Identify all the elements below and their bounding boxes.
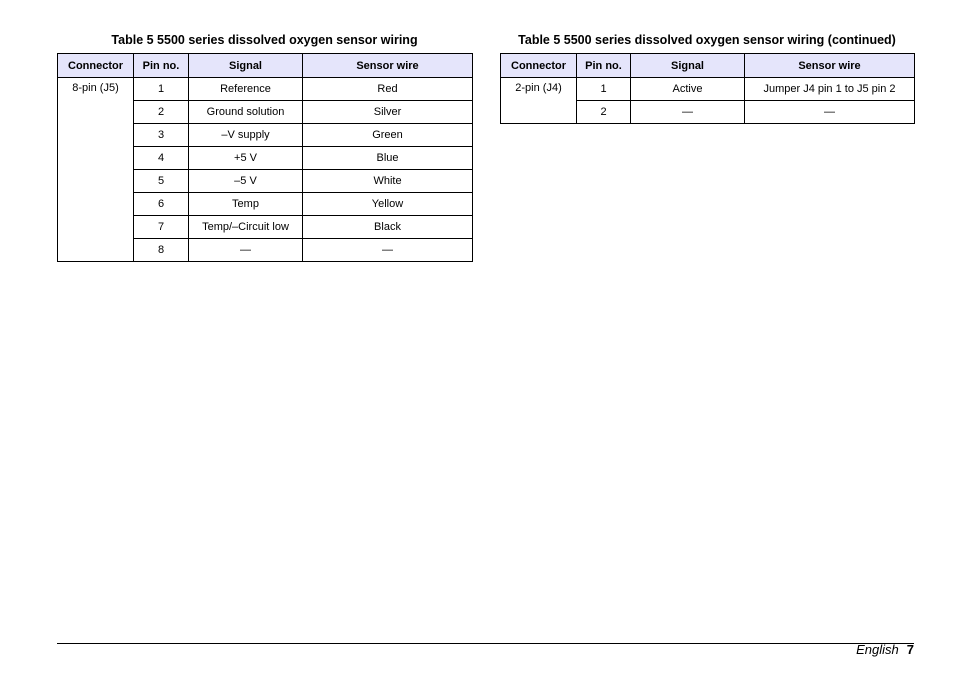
wire-cell: Yellow bbox=[303, 193, 473, 216]
signal-cell: Ground solution bbox=[189, 101, 303, 124]
pin-cell: 2 bbox=[134, 101, 189, 124]
pin-cell: 8 bbox=[134, 239, 189, 262]
signal-cell: — bbox=[189, 239, 303, 262]
table-row bbox=[58, 78, 473, 101]
table-header-row bbox=[501, 54, 915, 78]
signal-cell: Temp/–Circuit low bbox=[189, 216, 303, 239]
pin-cell: 1 bbox=[134, 78, 189, 101]
wiring-table-8pin bbox=[57, 53, 473, 262]
wire-cell: Green bbox=[303, 124, 473, 147]
wire-cell: Red bbox=[303, 78, 473, 101]
wire-cell: Silver bbox=[303, 101, 473, 124]
wire-cell: Black bbox=[303, 216, 473, 239]
page-footer bbox=[856, 642, 914, 658]
header-pin-no: Pin no. bbox=[134, 54, 189, 78]
signal-cell: Reference bbox=[189, 78, 303, 101]
wire-cell: — bbox=[303, 239, 473, 262]
page-number: 7 bbox=[906, 642, 914, 657]
pin-cell: 1 bbox=[577, 78, 631, 101]
header-pin-no: Pin no. bbox=[577, 54, 631, 78]
signal-cell: Active bbox=[631, 78, 745, 101]
pin-cell: 5 bbox=[134, 170, 189, 193]
wire-cell: — bbox=[745, 101, 915, 124]
header-connector: Connector bbox=[58, 54, 134, 78]
table-caption: Table 5 5500 series dissolved oxygen sensor wiring bbox=[111, 33, 418, 47]
header-connector: Connector bbox=[501, 54, 577, 78]
pin-cell: 6 bbox=[134, 193, 189, 216]
signal-cell: +5 V bbox=[189, 147, 303, 170]
left-table-block bbox=[57, 31, 472, 262]
signal-cell: — bbox=[631, 101, 745, 124]
table-caption-continued: Table 5 5500 series dissolved oxygen sensor wiring (continued) bbox=[518, 33, 896, 47]
header-sensor-wire: Sensor wire bbox=[303, 54, 473, 78]
pin-cell: 3 bbox=[134, 124, 189, 147]
table-row bbox=[501, 78, 915, 101]
table-header-row bbox=[58, 54, 473, 78]
signal-cell: –5 V bbox=[189, 170, 303, 193]
pin-cell: 7 bbox=[134, 216, 189, 239]
wiring-table-2pin bbox=[500, 53, 915, 124]
wire-cell: White bbox=[303, 170, 473, 193]
wire-cell: Blue bbox=[303, 147, 473, 170]
connector-cell: 2-pin (J4) bbox=[501, 78, 577, 124]
header-sensor-wire: Sensor wire bbox=[745, 54, 915, 78]
pin-cell: 4 bbox=[134, 147, 189, 170]
header-signal: Signal bbox=[631, 54, 745, 78]
footer-language: English bbox=[856, 642, 899, 657]
footer-divider bbox=[57, 643, 914, 644]
header-signal: Signal bbox=[189, 54, 303, 78]
wire-cell: Jumper J4 pin 1 to J5 pin 2 bbox=[745, 78, 915, 101]
connector-cell: 8-pin (J5) bbox=[58, 78, 134, 262]
signal-cell: Temp bbox=[189, 193, 303, 216]
right-table-block bbox=[500, 31, 914, 124]
pin-cell: 2 bbox=[577, 101, 631, 124]
signal-cell: –V supply bbox=[189, 124, 303, 147]
